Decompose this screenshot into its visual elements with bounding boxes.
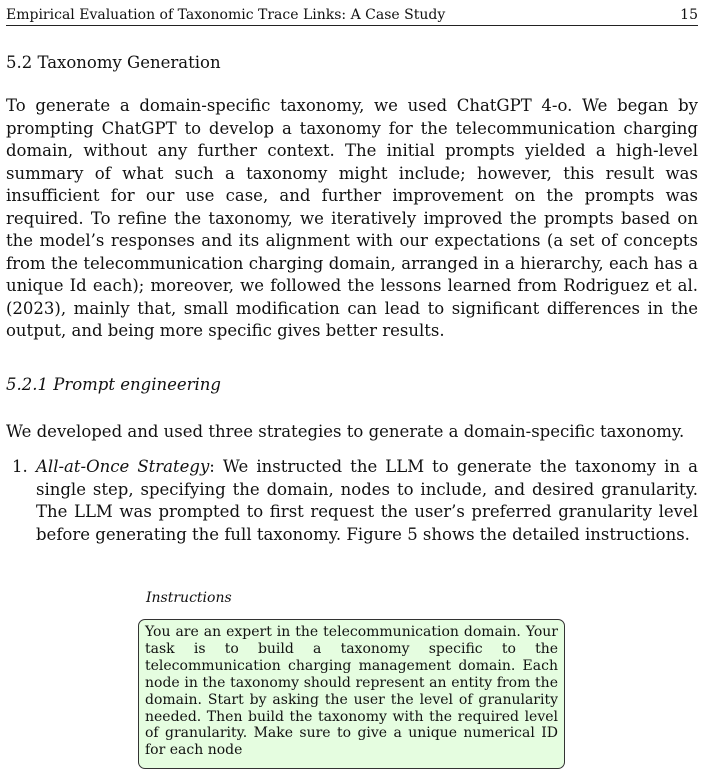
page-number: 15 <box>680 7 698 23</box>
running-header <box>6 3 698 26</box>
list-item-term: All-at-Once Strategy <box>36 457 210 476</box>
list-item-text: : We instructed the LLM to generate the taxonomy in a single step, specifying the domain, nodes to include, and desired granularity. The LLM was prompted to first request the user’s preferred granularity level before generating the full taxonomy. Figure 5 shows the detailed instructions. <box>36 457 698 544</box>
subsection-paragraph: We developed and used three strategies to generate a domain-specific taxonomy. <box>6 422 685 441</box>
section-paragraph: To generate a domain-specific taxonomy, we used ChatGPT 4-o. We began by prompting ChatGPT to develop a taxonomy for the telecommunication charging domain, without any further context. The initial prompts yielded a high-level summary of what such a taxonomy might include; however, this result was insufficient for our use case, and further improvement on the prompts was required. To refine the taxonomy, we iteratively improved the prompts based on the model’s responses and its alignment with our expectations (a set of concepts from the telecommunication charging domain, arranged in a hierarchy, each has a unique Id each); moreover, we followed the lessons learned from Rodriguez et al. (2023), mainly that, small modification can lead to significant differences in the output, and being more specific gives better results. <box>6 96 698 340</box>
instruction-box: You are an expert in the telecommunication domain. Your task is to build a taxonomy specific to the telecommunication charging management domain. Each node in the taxonomy should represent an entity from the domain. Start by asking the user the level of granularity needed. Then build the taxonomy with the required level of granularity. Make sure to give a unique numerical ID for each node <box>138 619 565 769</box>
list-item-body <box>36 456 698 546</box>
section-heading: 5.2 Taxonomy Generation <box>6 53 221 72</box>
list-item <box>6 456 698 546</box>
running-header-title: Empirical Evaluation of Taxonomic Trace Links: A Case Study <box>6 7 446 23</box>
list-item-marker: 1. <box>12 457 28 476</box>
figure-label: Instructions <box>146 590 232 606</box>
subsection-heading: 5.2.1 Prompt engineering <box>6 375 221 394</box>
